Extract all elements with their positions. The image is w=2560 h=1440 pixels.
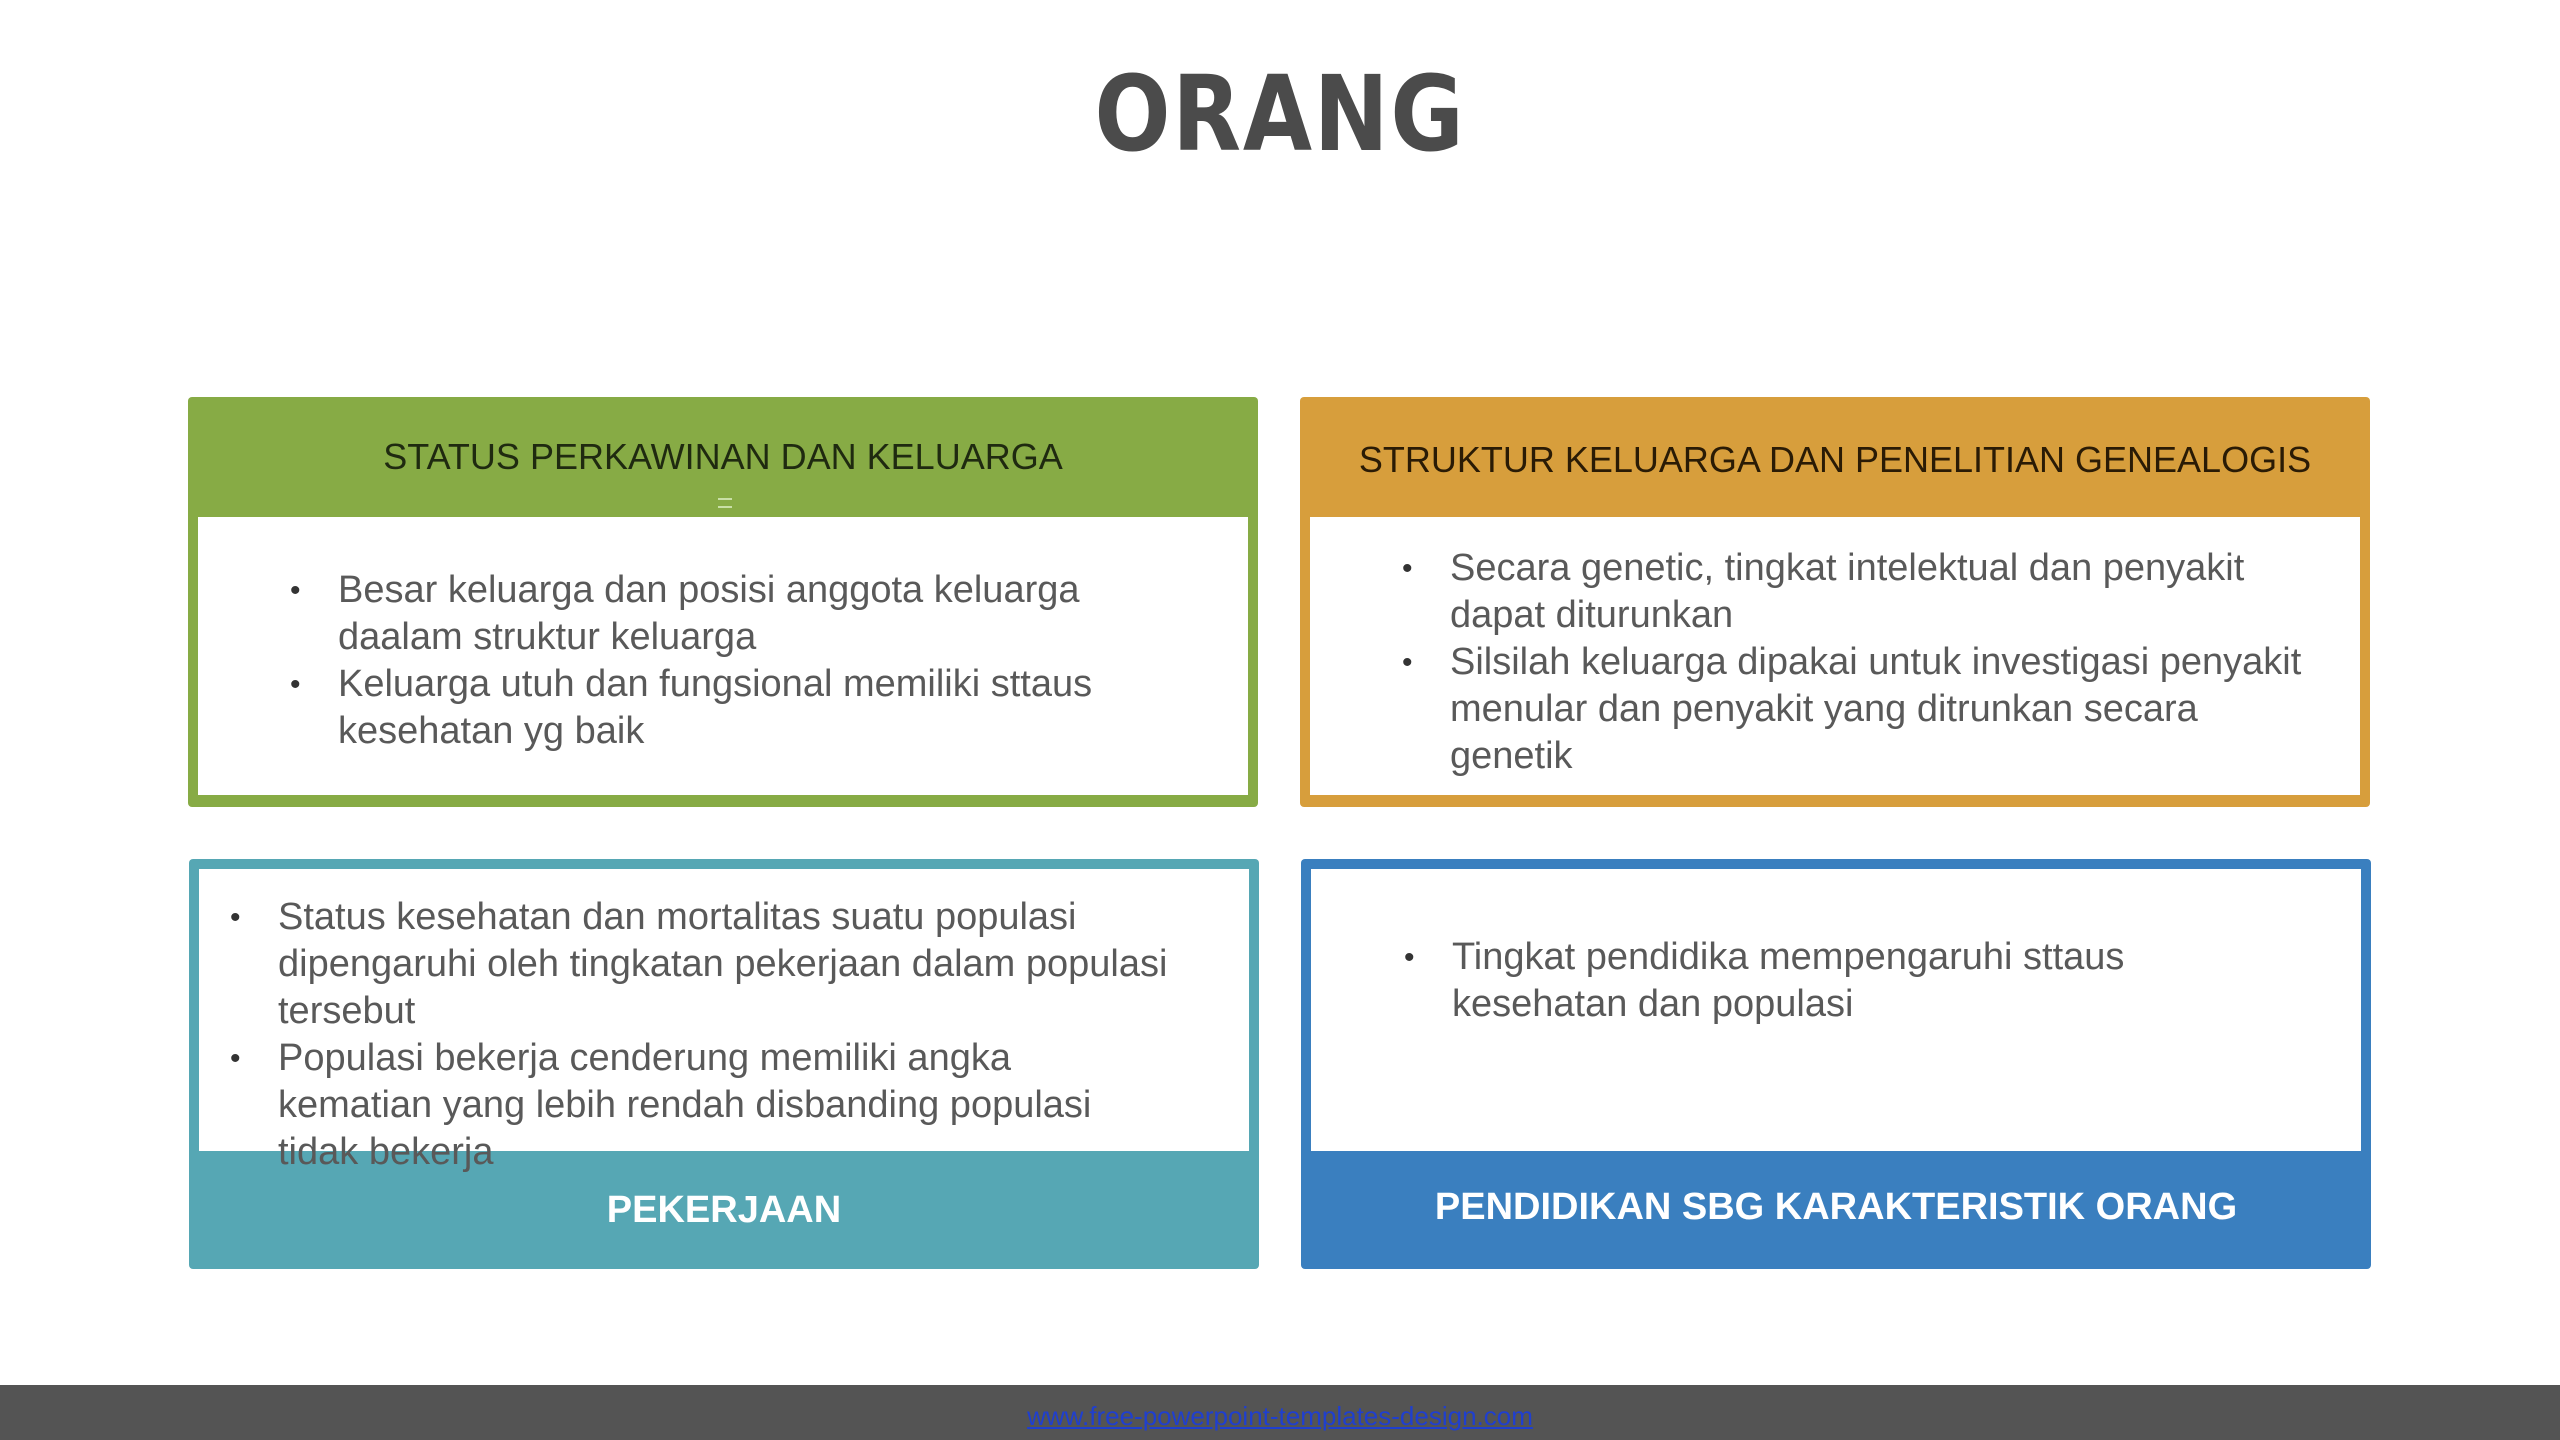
footer-link[interactable]: www.free-powerpoint-templates-design.com [1027, 1401, 1533, 1431]
pendidikan-footer: PENDIDIKAN SBG KARAKTERISTIK ORANG [1434, 1186, 2238, 1228]
slide-title: ORANG [1094, 53, 1466, 175]
status-perkawinan-header: STATUS PERKAWINAN DAN KELUARGA [383, 436, 1063, 477]
list-item: • Keluarga utuh dan fungsional memiliki sttaus kesehatan yg baik [290, 661, 1190, 755]
footer-bar [0, 1385, 2560, 1440]
pekerjaan-box [189, 859, 1259, 1269]
list-item: • Silsilah keluarga dipakai untuk investigasi penyakit menular dan penyakit yang ditrunkan secara genetik [1402, 639, 2322, 780]
list-item: • Status kesehatan dan mortalitas suatu populasi dipengaruhi oleh tingkatan pekerjaan dalam populasi tersebut [230, 894, 1170, 1035]
list-item: • Besar keluarga dan posisi anggota keluarga daalam struktur keluarga [290, 567, 1190, 661]
pendidikan-list [1404, 934, 2304, 1028]
pendidikan-box [1301, 859, 2371, 1269]
pekerjaan-footer: PEKERJAAN [606, 1189, 842, 1231]
list-item: • Tingkat pendidika mempengaruhi sttaus kesehatan dan populasi [1404, 934, 2304, 1028]
struktur-keluarga-list [1402, 545, 2322, 780]
status-perkawinan-box [188, 397, 1258, 807]
struktur-keluarga-header: STRUKTUR KELUARGA DAN PENELITIAN GENEALOGIS [1358, 439, 2312, 480]
pekerjaan-list [230, 894, 1170, 1176]
equals-mark [718, 498, 732, 508]
status-perkawinan-content [198, 517, 1248, 795]
struktur-keluarga-box [1300, 397, 2370, 807]
struktur-keluarga-content [1310, 517, 2360, 795]
status-perkawinan-list [290, 567, 1190, 755]
pendidikan-content [1311, 869, 2361, 1151]
list-item: • Populasi bekerja cenderung memiliki angka kematian yang lebih rendah disbanding populasi tidak bekerja [230, 1035, 1170, 1176]
list-item: • Secara genetic, tingkat intelektual dan penyakit dapat diturunkan [1402, 545, 2322, 639]
